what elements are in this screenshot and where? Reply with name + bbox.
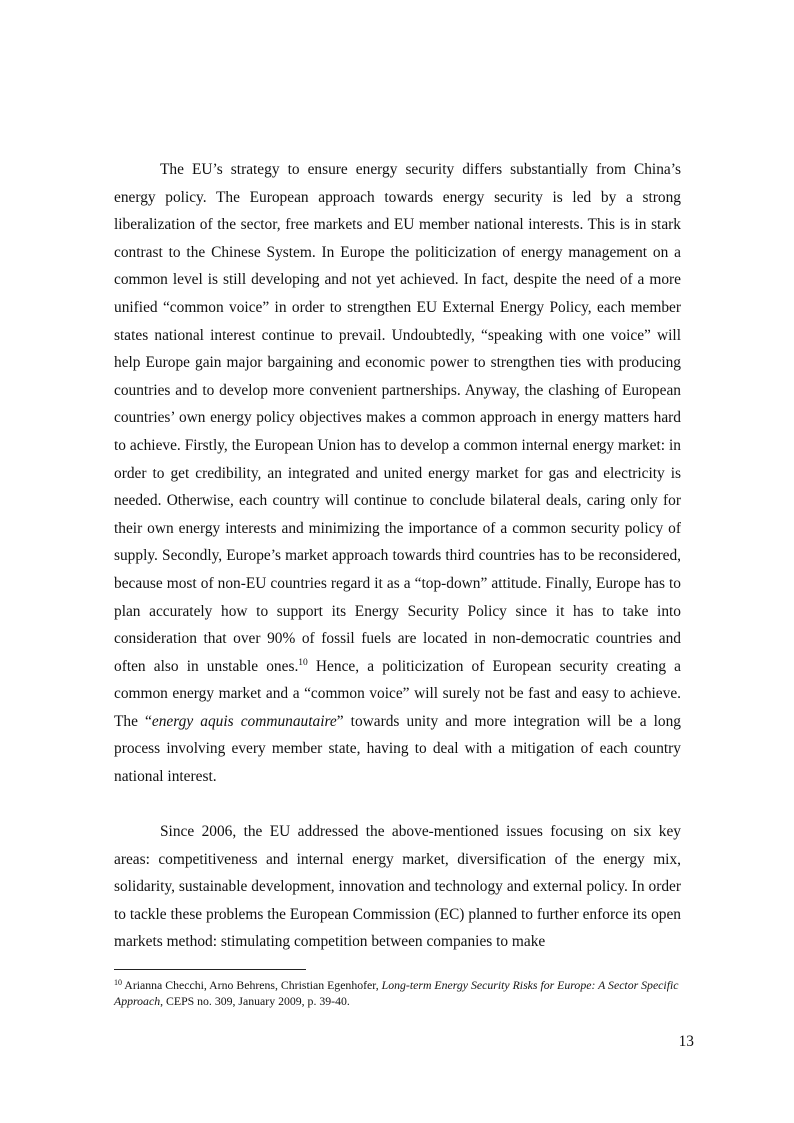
paragraph-since-2006 (114, 818, 681, 956)
paragraph1-text-part2: Hence, a politicization of European security creating a common energy market and a “common voice” will surely not be fast and easy to achieve. The “ (114, 657, 681, 730)
footnote-divider (114, 969, 306, 970)
paragraph1-text-part1: The EU’s strategy to ensure energy security differs substantially from China’s energy policy. The European approach towards energy security is led by a strong liberalization of the sector, free markets and EU member national interests. This is in stark contrast to the Chinese System. In Europe the politicization of energy management on a common level is still developing and not yet achieved. In fact, despite the need of a more unified “common voice” in order to strengthen EU External Energy Policy, each member states national interest continue to prevail. Undoubtedly, “speaking with one voice” will help Europe gain major bargaining and economic power to strengthen ties with producing countries and to develop more convenient partnerships. Anyway, the clashing of European countries’ own energy policy objectives makes a common approach in energy matters hard to achieve. Firstly, the European Union has to develop a common internal energy market: in order to get credibility, an integrated and united energy market for gas and electricity is needed. Otherwise, each country will continue to conclude bilateral deals, caring only for their own energy interests and minimizing the importance of a common security policy of supply. Secondly, Europe’s market approach towards third countries has to be reconsidered, because most of non-EU countries regard it as a “top-down” attitude. Finally, Europe has to plan accurately how to support its Energy Security Policy since it has to take into consideration that over 90% of fossil fuels are located in non-democratic countries and often also in unstable ones. (114, 161, 681, 675)
italic-phrase-energy-aquis: energy aquis communautaire (151, 712, 337, 730)
footnote-authors: Arianna Checchi, Arno Behrens, Christian Egenhofer, (122, 978, 382, 992)
footnote-title: Long-term Energy Security Risks for Europe: A Sector Specific Approach (114, 978, 679, 1008)
paragraph1-text-part3: ” towards unity and more integration will be a long process involving every member state, having to deal with a mitigation of each country national interest. (114, 712, 681, 786)
footnote-number: 10 (114, 978, 122, 987)
footnote-details: , CEPS no. 309, January 2009, p. 39-40. (160, 994, 350, 1008)
footnote-10 (114, 977, 681, 1009)
footnote-reference-10[interactable]: 10 (298, 657, 308, 668)
page-number: 13 (678, 1033, 694, 1050)
paragraph-eu-strategy (114, 156, 681, 791)
paragraph2-text: Since 2006, the EU addressed the above-mentioned issues focusing on six key areas: competitiveness and internal energy market, diversification of the energy mix, solidarity, sustainable development, innovation and technology and external policy. In order to tackle these problems the European Commission (EC) planned to further enforce its open markets method: stimulating competition between companies to make (114, 823, 681, 951)
